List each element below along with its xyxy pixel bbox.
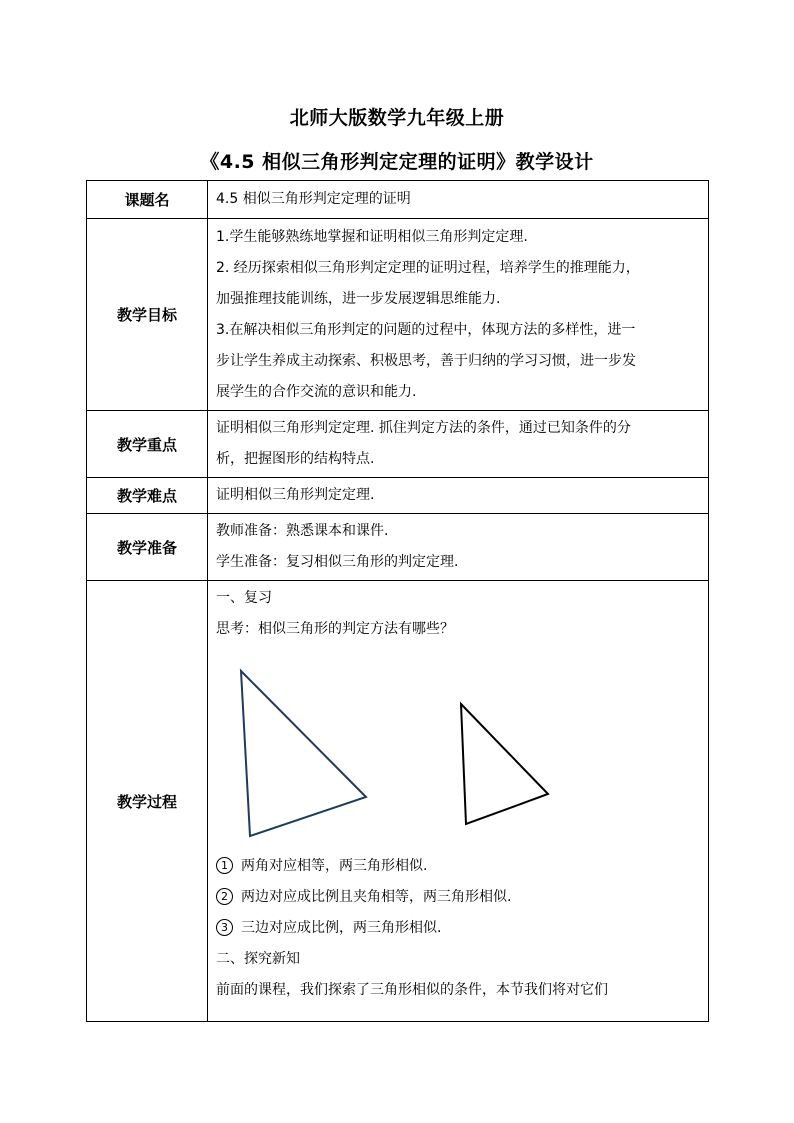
goals-line: 3.在解决相似三角形判定的问题的过程中，体现方法的多样性，进一 <box>216 321 636 338</box>
review-question: 思考：相似三角形的判定方法有哪些？ <box>216 621 454 637</box>
method-number: 3 <box>216 919 233 936</box>
method-item <box>216 882 702 913</box>
goals-content <box>208 219 709 411</box>
key-points-line: 析，把握图形的结构特点. <box>216 451 375 467</box>
key-points-line: 证明相似三角形判定定理. 抓住判定方法的条件，通过已知条件的分 <box>216 420 631 436</box>
topic-label: 课题名 <box>87 181 208 219</box>
goals-line: 1.学生能够熟练地掌握和证明相似三角形判定定理. <box>216 228 528 245</box>
explore-heading: 二、探究新知 <box>216 951 300 967</box>
table-row <box>87 181 709 219</box>
triangle-left <box>241 671 366 836</box>
method-number: 2 <box>216 888 233 905</box>
goals-line: 步让学生养成主动探索、积极思考，善于归纳的学习习惯，进一步发 <box>216 352 636 369</box>
explore-text: 前面的课程，我们探索了三角形相似的条件，本节我们将对它们 <box>216 982 608 998</box>
key-points-content <box>208 411 709 478</box>
table-row <box>87 478 709 514</box>
process-content <box>208 581 709 1022</box>
goals-label: 教学目标 <box>87 219 208 411</box>
goals-line: 加强推理技能训练，进一步发展逻辑思维能力. <box>216 290 501 307</box>
topic-content: 4.5 相似三角形判定定理的证明 <box>208 181 709 219</box>
method-text: 三边对应成比例，两三角形相似. <box>241 920 442 936</box>
lesson-plan-table <box>86 180 709 1022</box>
preparation-line: 学生准备：复习相似三角形的判定定理. <box>216 554 459 570</box>
process-label: 教学过程 <box>87 581 208 1022</box>
method-text: 两边对应成比例且夹角相等，两三角形相似. <box>241 889 512 905</box>
table-row <box>87 514 709 581</box>
goals-line: 展学生的合作交流的意识和能力. <box>216 383 417 400</box>
document-title: 北师大版数学九年级上册 <box>289 107 505 129</box>
goals-line: 2. 经历探索相似三角形判定定理的证明过程，培养学生的推理能力， <box>216 259 640 276</box>
table-row <box>87 581 709 1022</box>
key-points-label: 教学重点 <box>87 411 208 478</box>
preparation-line: 教师准备：熟悉课本和课件. <box>216 523 389 539</box>
difficulty-content: 证明相似三角形判定定理. <box>208 478 709 514</box>
table-row <box>87 411 709 478</box>
method-item <box>216 913 702 944</box>
method-item <box>216 851 702 882</box>
table-row <box>87 219 709 411</box>
triangles-svg <box>216 649 616 849</box>
method-text: 两角对应相等，两三角形相似. <box>241 858 428 874</box>
method-number: 1 <box>216 857 233 874</box>
difficulty-label: 教学难点 <box>87 478 208 514</box>
review-heading: 一、复习 <box>216 590 272 606</box>
preparation-label: 教学准备 <box>87 514 208 581</box>
document-subtitle: 《4.5 相似三角形判定定理的证明》教学设计 <box>200 151 594 173</box>
preparation-content <box>208 514 709 581</box>
triangle-right <box>461 704 548 824</box>
triangles-figure <box>216 649 702 849</box>
